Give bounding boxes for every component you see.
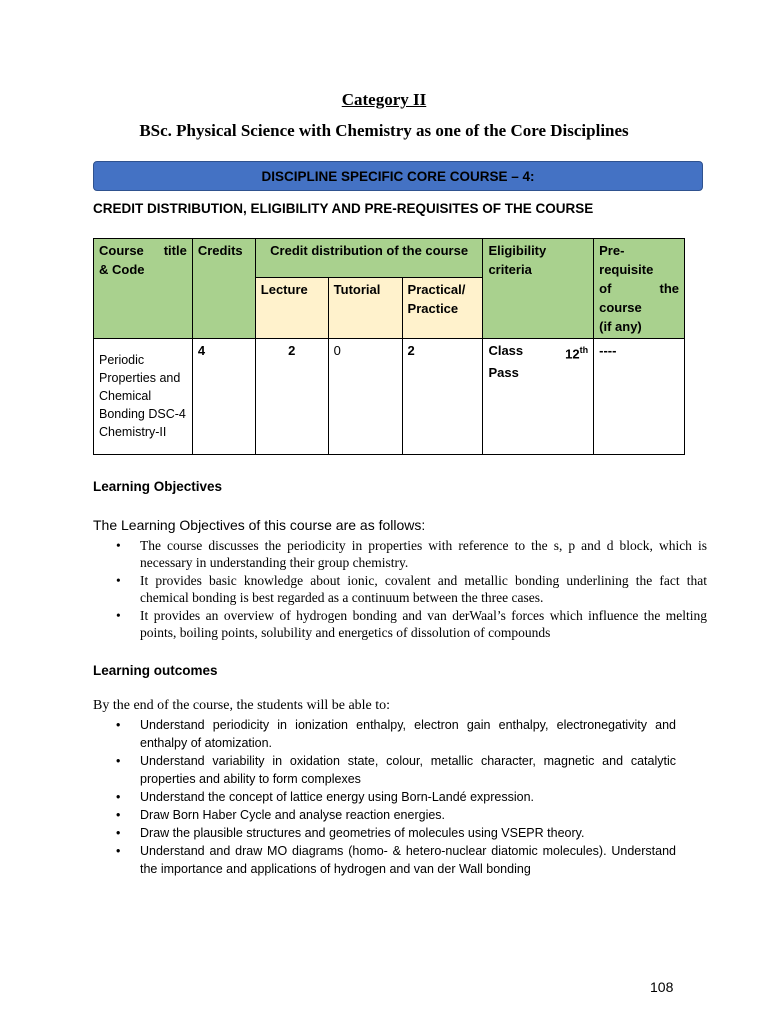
header-tutorial: Tutorial (328, 278, 402, 339)
document-subtitle: BSc. Physical Science with Chemistry as one of the Core Disciplines (139, 121, 629, 140)
list-item: • Understand and draw MO diagrams (homo- & hetero-nuclear diatomic molecules). Understand the importance and applications of hydrogen and van der Wall bonding (116, 844, 676, 876)
table-row (94, 339, 685, 455)
header-course-title: Course title & Code (94, 239, 193, 339)
header-credits: Credits (192, 239, 255, 339)
credit-distribution-heading: CREDIT DISTRIBUTION, ELIGIBILITY AND PRE-REQUISITES OF THE COURSE (93, 201, 594, 216)
list-item: • Understand variability in oxidation state, colour, metallic character, magnetic and catalytic properties and ability to form complexes (116, 754, 676, 786)
bullet-icon: • (116, 790, 121, 804)
learning-objectives-heading: Learning Objectives (93, 479, 223, 494)
prerequisite-cell: ---- (594, 339, 685, 455)
list-item: • Understand periodicity in ionization enthalpy, electron gain enthalpy, electronegativity and enthalpy of atomization. (116, 718, 676, 750)
bullet-icon: • (116, 608, 121, 623)
bullet-icon: • (116, 844, 121, 858)
category-title: Category II (341, 90, 427, 109)
bullet-icon: • (116, 808, 121, 822)
list-item: • Understand the concept of lattice energy using Born-Landé expression. (116, 790, 534, 804)
header-credit-distribution: Credit distribution of the course (255, 239, 483, 278)
credit-distribution-table (93, 238, 685, 455)
header-eligibility: Eligibility criteria (483, 239, 594, 339)
list-item: • It provides basic knowledge about ionic, covalent and metallic bonding underlining the fact that chemical bonding is best regarded as a continuum between the three cases. (116, 573, 707, 605)
learning-objectives-list (93, 537, 707, 642)
list-item: • The course discusses the periodicity in properties with reference to the s, p and d block, which is necessary in understanding their group chemistry. (116, 538, 707, 570)
bullet-icon: • (116, 718, 121, 732)
credits-cell: 4 (192, 339, 255, 455)
list-item: • Draw Born Haber Cycle and analyse reaction energies. (116, 808, 446, 822)
learning-outcomes-intro: By the end of the course, the students will be able to: (93, 698, 391, 713)
bullet-icon: • (116, 826, 121, 840)
bullet-icon: • (116, 754, 121, 768)
practical-cell: 2 (402, 339, 483, 455)
course-name-cell: Periodic Properties and Chemical Bonding DSC-4 Chemistry-II (94, 339, 193, 455)
page-number: 108 (650, 979, 674, 995)
learning-outcomes-heading: Learning outcomes (93, 663, 218, 678)
header-lecture: Lecture (255, 278, 328, 339)
bullet-icon: • (116, 573, 121, 588)
tutorial-cell: 0 (328, 339, 402, 455)
header-practical: Practical/ Practice (402, 278, 483, 339)
list-item: • It provides an overview of hydrogen bonding and van derWaal’s forces which influence the melting points, boiling points, solubility and energetics of dissolution of compounds (116, 608, 707, 640)
learning-objectives-intro: The Learning Objectives of this course are as follows: (93, 517, 426, 533)
eligibility-cell: Class 12th Pass (483, 339, 594, 455)
lecture-cell: 2 (255, 339, 328, 455)
core-course-banner: DISCIPLINE SPECIFIC CORE COURSE – 4: (93, 161, 703, 191)
header-prerequisite: Pre- requisite of the course (if any) (594, 239, 685, 339)
learning-outcomes-list (93, 716, 676, 878)
bullet-icon: • (116, 538, 121, 553)
list-item: • Draw the plausible structures and geometries of molecules using VSEPR theory. (116, 826, 585, 840)
